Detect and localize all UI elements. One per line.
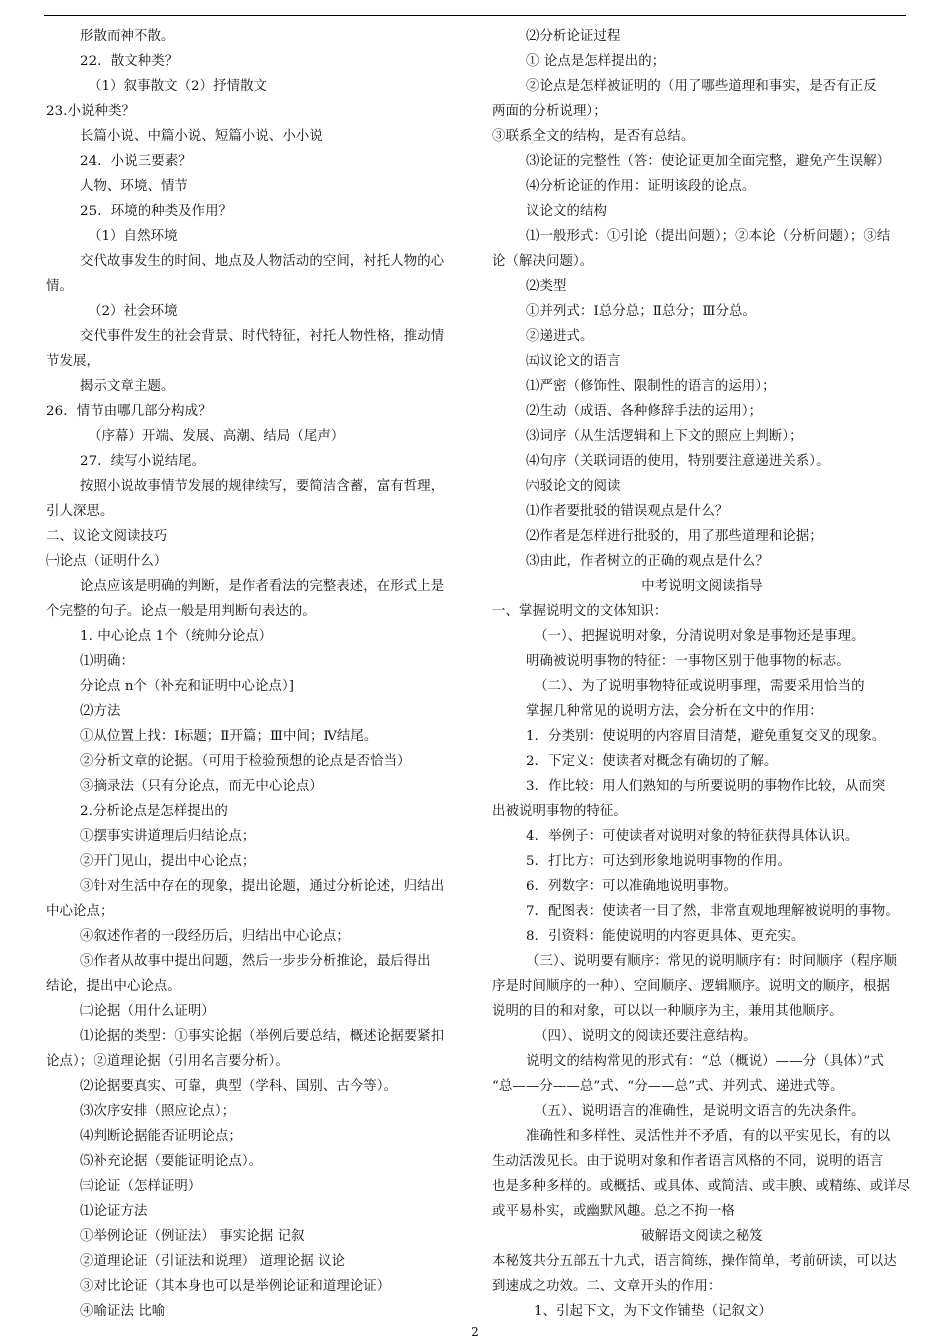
text-line: 5．打比方：可达到形象地说明事物的作用。	[526, 854, 791, 869]
text-line: ⑴严密（修饰性、限制性的语言的运用）；	[526, 379, 776, 394]
text-line: ④叙述作者的一段经历后，归结出中心论点；	[80, 929, 350, 944]
text-line: ③联系全文的结构，是否有总结。	[492, 129, 695, 144]
text-line: 也是多种多样的。或概括、或具体、或简洁、或丰腴、或精练、或详尽	[492, 1179, 911, 1194]
text-line: 结论，提出中心论点。	[46, 979, 181, 994]
section-heading: 破解语文阅读之秘笈	[641, 1229, 763, 1244]
header-rule	[44, 15, 906, 16]
text-line: 长篇小说、中篇小说、短篇小说、小小说	[80, 129, 323, 144]
text-line: 两面的分析说理）；	[492, 104, 607, 119]
text-line: ⑷句序（关联词语的使用，特别要注意递进关系）。	[526, 454, 830, 469]
text-line: （五）、说明语言的准确性，是说明文语言的先决条件。	[534, 1104, 865, 1119]
text-line: ㈠论点（证明什么）	[46, 554, 168, 569]
text-line: ⑵作者是怎样进行批驳的，用了那些道理和论据；	[526, 529, 823, 544]
text-line: ㈡论据（用什么证明）	[80, 1004, 215, 1019]
text-line: 论（解决问题）。	[492, 254, 594, 269]
text-line: “总——分——总”式、“分——总”式、并列式、递进式等。	[492, 1079, 844, 1094]
text-line: 引人深思。	[46, 504, 114, 519]
text-line: ⑴论据的类型：①事实论据（举例后要总结，概述论据要紧扣	[80, 1029, 445, 1044]
text-line: 论点应该是明确的判断，是作者看法的完整表述，在形式上是	[80, 579, 445, 594]
text-line: （三）、说明要有顺序：常见的说明顺序有：时间顺序（程序顺	[526, 954, 898, 969]
text-line: ②道理论证（引证法和说理） 道理论据 议论	[80, 1254, 346, 1269]
text-line: 本秘笈共分五部五十九式，语言简练，操作简单，考前研读，可以达	[492, 1254, 897, 1269]
text-line: 1、引起下文，为下文作铺垫（记叙文）	[534, 1304, 772, 1319]
text-line: 25．环境的种类及作用？	[80, 204, 233, 219]
text-line: 个完整的句子。论点一般是用判断句表达的。	[46, 604, 316, 619]
text-line: 准确性和多样性、灵活性并不矛盾，有的以平实见长，有的以	[526, 1129, 891, 1144]
text-line: ⑶次序安排（照应论点）；	[80, 1104, 236, 1119]
text-line: ⑴一般形式：①引论（提出问题）；②本论（分析问题）；③结	[526, 229, 891, 244]
text-line: 出被说明事物的特征。	[492, 804, 627, 819]
text-line: 6．列数字：可以准确地说明事物。	[526, 879, 737, 894]
text-line: ㈤议论文的语言	[526, 354, 621, 369]
text-line: 分论点 n个（补充和证明中心论点）]	[80, 679, 295, 694]
text-line: （1）叙事散文（2）抒情散文	[88, 79, 268, 94]
text-line: ⑵论据要真实、可靠，典型（学科、国别、古今等）。	[80, 1079, 398, 1094]
text-line: 人物、环境、情节	[80, 179, 188, 194]
section-heading: 中考说明文阅读指导	[641, 579, 763, 594]
text-line: 交代事件发生的社会背景、时代特征，衬托人物性格，推动情	[80, 329, 445, 344]
text-line: 1．分类别：使说明的内容眉目清楚，避免重复交叉的现象。	[526, 729, 886, 744]
text-line: 交代故事发生的时间、地点及人物活动的空间，衬托人物的心	[80, 254, 445, 269]
text-line: ④喻证法 比喻	[80, 1304, 166, 1319]
text-line: ①举例论证（例证法） 事实论据 记叙	[80, 1229, 305, 1244]
text-line: 二、议论文阅读技巧	[46, 529, 168, 544]
text-line: ⑶词序（从生活逻辑和上下文的照应上判断）；	[526, 429, 803, 444]
text-line: ㈥驳论文的阅读	[526, 479, 621, 494]
text-line: ②分析文章的论据。（可用于检验预想的论点是否恰当）	[80, 754, 411, 769]
text-line: （序幕）开端、发展、高潮、结局（尾声）	[88, 429, 345, 444]
text-line: 1. 中心论点 1个（统帅分论点）	[80, 629, 273, 644]
text-line: 形散而神不散。	[80, 29, 175, 44]
text-line: 情。	[46, 279, 73, 294]
text-line: ⑷分析论证的作用：证明该段的论点。	[526, 179, 756, 194]
text-line: ①摆事实讲道理后归结论点；	[80, 829, 256, 844]
text-line: 揭示文章主题。	[80, 379, 175, 394]
text-line: 一、掌握说明文的文体知识：	[492, 604, 668, 619]
text-line: 说明文的结构常见的形式有：“总（概说）——分（具体）”式	[526, 1054, 884, 1069]
text-line: 4．举例子：可使读者对说明对象的特征获得具体认识。	[526, 829, 859, 844]
text-line: 中心论点；	[46, 904, 114, 919]
text-line: 议论文的结构	[526, 204, 607, 219]
text-line: （1）自然环境	[88, 229, 178, 244]
text-line: 论点）；②道理论据（引用名言要分析）。	[46, 1054, 289, 1069]
text-line: 3．作比较：用人们熟知的与所要说明的事物作比较，从而突	[526, 779, 886, 794]
text-line: 2.分析论点是怎样提出的	[80, 804, 228, 819]
text-line: ⑷判断论据能否证明论点；	[80, 1129, 242, 1144]
text-line: ⑶由此，作者树立的正确的观点是什么？	[526, 554, 769, 569]
right-column	[492, 24, 912, 1324]
page-number: 2	[471, 1325, 479, 1339]
text-line: ②论点是怎样被证明的（用了哪些道理和事实，是否有正反	[526, 79, 877, 94]
text-line: 生动活泼见长。由于说明对象和作者语言风格的不同，说明的语言	[492, 1154, 884, 1169]
text-line: （一）、把握说明对象，分清说明对象是事物还是事理。	[534, 629, 865, 644]
text-line: ㈢论证（怎样证明）	[80, 1179, 202, 1194]
text-line: （二）、为了说明事物特征或说明事理，需要采用恰当的	[534, 679, 865, 694]
text-line: ⑴明确：	[80, 654, 134, 669]
text-line: ②递进式。	[526, 329, 594, 344]
text-line: 2．下定义：使读者对概念有确切的了解。	[526, 754, 778, 769]
text-line: 24．小说三要素？	[80, 154, 192, 169]
text-line: ⑴论证方法	[80, 1204, 148, 1219]
text-line: 7．配图表：使读者一目了然，非常直观地理解被说明的事物。	[526, 904, 899, 919]
text-line: ⑵分析论证过程	[526, 29, 621, 44]
text-line: ⑤作者从故事中提出问题，然后一步步分析推论，最后得出	[80, 954, 431, 969]
text-line: ⑵生动（成语、各种修辞手法的运用）；	[526, 404, 763, 419]
text-line: 22．散文种类？	[80, 54, 179, 69]
text-line: ⑵类型	[526, 279, 567, 294]
text-line: 掌握几种常见的说明方法，会分析在文中的作用：	[526, 704, 823, 719]
text-line: ③针对生活中存在的现象，提出论题，通过分析论述，归结出	[80, 879, 445, 894]
text-line: （四）、说明文的阅读还要注意结构。	[534, 1029, 757, 1044]
text-line: 8．引资料：能使说明的内容更具体、更充实。	[526, 929, 805, 944]
text-line: ⑵方法	[80, 704, 121, 719]
left-column	[46, 24, 466, 1324]
text-line: ②开门见山，提出中心论点；	[80, 854, 256, 869]
text-line: （2）社会环境	[88, 304, 178, 319]
text-line: 按照小说故事情节发展的规律续写，要简洁含蓄，富有哲理，	[80, 479, 445, 494]
text-line: ⑴作者要批驳的错误观点是什么？	[526, 504, 729, 519]
text-line: 27．续写小说结尾。	[80, 454, 206, 469]
text-line: ③对比论证（其本身也可以是举例论证和道理论证）	[80, 1279, 391, 1294]
text-line: ①从位置上找：Ⅰ标题；Ⅱ开篇；Ⅲ中间；Ⅳ结尾。	[80, 729, 378, 744]
text-line: 或平易朴实，或幽默风趣。总之不拘一格	[492, 1204, 735, 1219]
text-line: 节发展，	[46, 354, 100, 369]
text-line: ① 论点是怎样提出的；	[526, 54, 666, 69]
text-line: ⑶论证的完整性（答：使论证更加全面完整，避免产生误解）	[526, 154, 891, 169]
text-line: ⑸补充论据（要能证明论点）。	[80, 1154, 263, 1169]
text-line: 说明的目的和对象，可以以一种顺序为主，兼用其他顺序。	[492, 1004, 843, 1019]
text-line: ③摘录法（只有分论点，而无中心论点）	[80, 779, 323, 794]
text-line: 23.小说种类？	[46, 104, 136, 119]
text-line: 明确被说明事物的特征：一事物区别于他事物的标志。	[526, 654, 850, 669]
text-line: 26．情节由哪几部分构成？	[46, 404, 212, 419]
text-line: ①并列式：Ⅰ总分总；Ⅱ总分；Ⅲ分总。	[526, 304, 756, 319]
text-line: 到速成之功效。二、文章开头的作用：	[492, 1279, 722, 1294]
text-line: 序是时间顺序的一种）、空间顺序、逻辑顺序。说明文的顺序，根据	[492, 979, 891, 994]
